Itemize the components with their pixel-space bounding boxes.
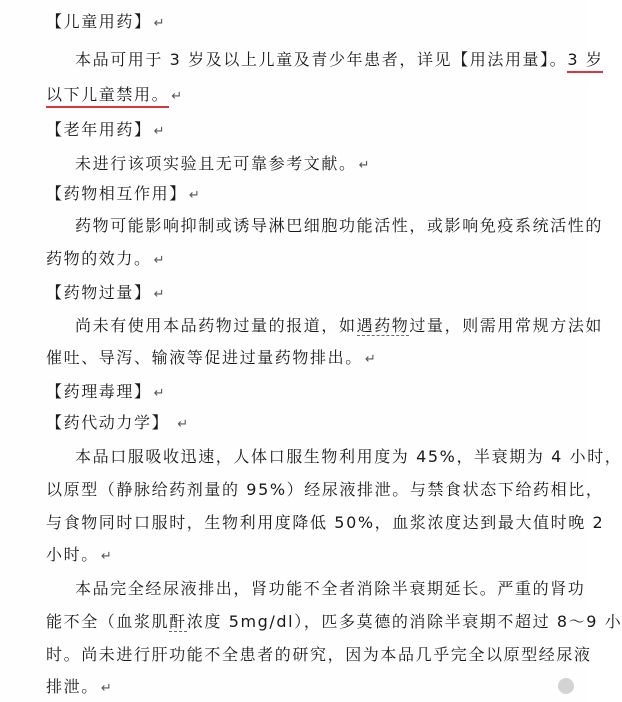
return-mark-icon: ↵ bbox=[153, 124, 165, 139]
renal-text-2c: 浓度 5mg/dl），匹多莫德的消除半衰期不超过 8～9 小 bbox=[186, 612, 622, 631]
renal-text-4: 排泄。 bbox=[46, 677, 99, 696]
return-mark-icon: ↵ bbox=[177, 417, 189, 432]
return-mark-icon: ↵ bbox=[153, 253, 165, 268]
pk-text-line-3 bbox=[46, 513, 604, 533]
pk-text-3: 与食物同时口服时，生物利用度降低 50%，血浆浓度达到最大值时晚 2 bbox=[46, 513, 605, 532]
pk-text-line-2 bbox=[46, 480, 603, 500]
watermark-logo-icon bbox=[558, 678, 574, 694]
renal-text-line-2 bbox=[46, 612, 622, 632]
pk-heading-line bbox=[46, 413, 188, 435]
children-heading-line bbox=[46, 12, 165, 34]
return-mark-icon: ↵ bbox=[153, 16, 165, 31]
return-mark-icon: ↵ bbox=[364, 352, 376, 367]
interaction-heading-line bbox=[46, 184, 200, 206]
return-mark-icon: ↵ bbox=[358, 158, 370, 173]
renal-text-line-3 bbox=[46, 645, 592, 665]
return-mark-icon: ↵ bbox=[100, 681, 112, 696]
toxicology-heading: 【药理毒理】 bbox=[46, 382, 152, 401]
overdose-text-1c: 过量，则需用常规方法如 bbox=[409, 316, 604, 335]
renal-text-2a: 能不全（血浆肌 bbox=[46, 612, 170, 631]
overdose-text-line-2 bbox=[46, 348, 376, 370]
children-text-line-1 bbox=[75, 50, 603, 70]
return-mark-icon: ↵ bbox=[100, 549, 112, 564]
pk-text-line-4 bbox=[46, 545, 112, 567]
overdose-text-line-1 bbox=[75, 316, 603, 336]
elderly-text-line bbox=[75, 154, 370, 176]
watermark bbox=[558, 678, 578, 694]
interaction-text-1: 药物可能影响抑制或诱导淋巴细胞功能活性，或影响免疫系统活性的 bbox=[75, 216, 604, 235]
pk-heading: 【药代动力学】 bbox=[46, 413, 170, 432]
children-text-1b: 3 岁 bbox=[567, 50, 603, 73]
children-text-2a: 以下儿童禁用。 bbox=[46, 85, 169, 108]
elderly-text: 未进行该项实验且无可靠参考文献。 bbox=[75, 154, 357, 173]
interaction-heading: 【药物相互作用】 bbox=[46, 184, 187, 203]
interaction-text-line-2 bbox=[46, 249, 165, 271]
interaction-text-line-1 bbox=[75, 216, 603, 236]
return-mark-icon: ↵ bbox=[188, 188, 200, 203]
pk-text-line-1 bbox=[75, 447, 622, 467]
renal-text-3: 时。尚未进行肝功能不全患者的研究，因为本品几乎完全以原型经尿液 bbox=[46, 645, 592, 664]
renal-text-line-4 bbox=[46, 677, 112, 699]
overdose-text-2: 催吐、导泻、输液等促进过量药物排出。 bbox=[46, 348, 363, 367]
pk-text-2: 以原型（静脉给药剂量的 95%）经尿液排泄。与禁食状态下给药相比， bbox=[46, 480, 604, 499]
overdose-text-1b: 遇药物 bbox=[356, 316, 410, 335]
elderly-heading-line bbox=[46, 120, 165, 142]
children-heading: 【儿童用药】 bbox=[46, 12, 152, 31]
children-text-line-2 bbox=[46, 85, 182, 107]
interaction-text-2: 药物的效力。 bbox=[46, 249, 152, 268]
overdose-text-1a: 尚未有使用本品药物过量的报道，如 bbox=[75, 316, 357, 335]
toxicology-heading-line bbox=[46, 382, 165, 404]
return-mark-icon: ↵ bbox=[153, 386, 165, 401]
elderly-heading: 【老年用药】 bbox=[46, 120, 152, 139]
renal-text-2b: 酐 bbox=[169, 612, 187, 631]
children-text-1a: 本品可用于 3 岁及以上儿童及青少年患者，详见【用法用量】。 bbox=[75, 50, 568, 69]
pk-text-4: 小时。 bbox=[46, 545, 99, 564]
pk-text-1: 本品口服吸收迅速，人体口服生物利用度为 45%，半衰期为 4 小时， bbox=[75, 447, 622, 466]
renal-text-line-1 bbox=[75, 579, 585, 599]
renal-text-1: 本品完全经尿液排出，肾功能不全者消除半衰期延长。严重的肾功 bbox=[75, 579, 586, 598]
overdose-heading: 【药物过量】 bbox=[46, 283, 152, 302]
overdose-heading-line bbox=[46, 283, 165, 305]
return-mark-icon: ↵ bbox=[171, 89, 183, 104]
return-mark-icon: ↵ bbox=[153, 287, 165, 302]
